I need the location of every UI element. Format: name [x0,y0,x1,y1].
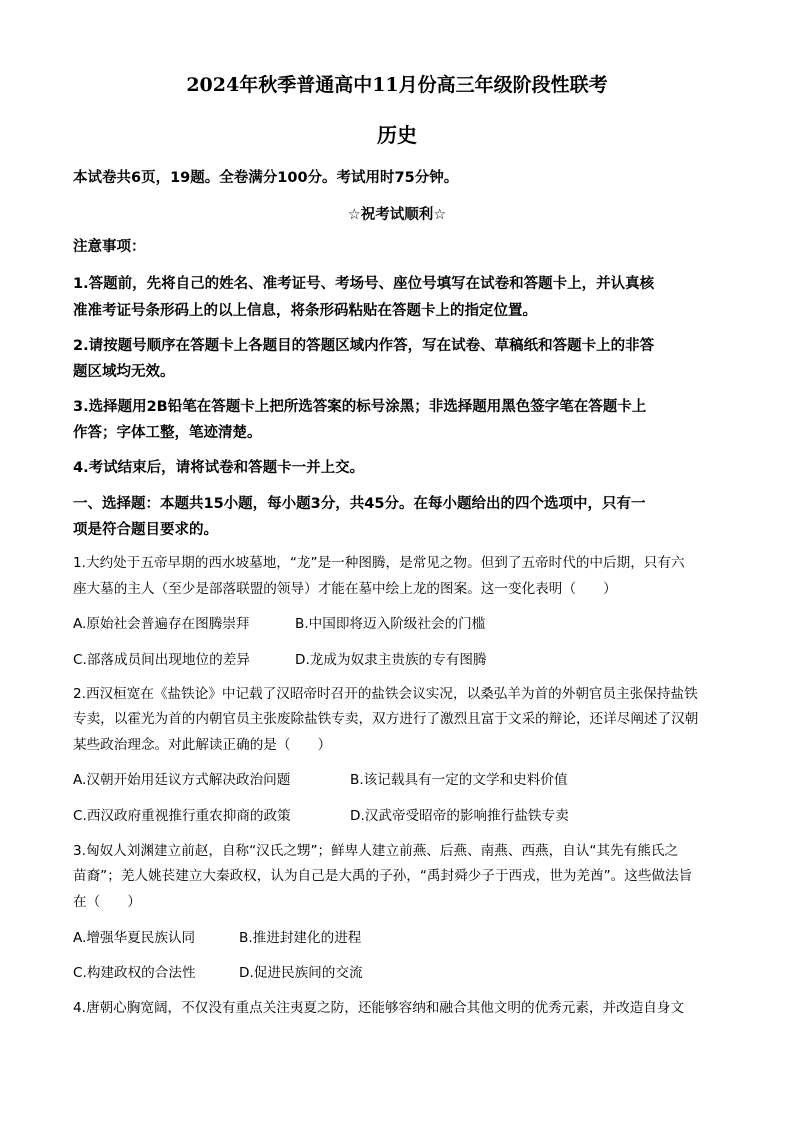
question-stem-line: 苗裔”；羌人姚苌建立大秦政权，认为自己是大禹的子孙，“禹封舜少子于西戎，世为羌酋”。这些做法旨 [73,868,693,884]
exam-title: 2024年秋季普通高中11月份高三年级阶段性联考 [186,74,608,96]
notice-heading: 注意事项： [73,239,146,255]
option-b: B.中国即将迈入阶级社会的门槛 [295,616,486,632]
notice-line: 1.答题前，先将自己的姓名、准考证号、考场号、座位号填写在试卷和答题卡上，并认真核 [73,276,655,292]
option-c: C.构建政权的合法性 [73,965,196,981]
exam-intro: 本试卷共6页，19题。全卷满分100分。考试用时75分钟。 [73,170,459,186]
option-a: A.原始社会普遍存在图腾崇拜 [73,616,250,632]
option-a: A.增强华夏民族认同 [73,930,196,946]
notice-line: 3.选择题用2B铅笔在答题卡上把所选答案的标号涂黑；非选择题用黑色签字笔在答题卡上 [73,399,647,415]
option-a: A.汉朝开始用廷议方式解决政治问题 [73,772,291,788]
option-d: D.龙成为奴隶主贵族的专有图腾 [295,652,487,668]
question-stem-line: 专卖，以霍光为首的内朝官员主张废除盐铁专卖，双方进行了激烈且富于文采的辩论，还详尽阐述了汉朝 [73,711,699,727]
option-d: D.促进民族间的交流 [239,965,363,981]
section-line: 项是符合题目要求的。 [73,522,218,538]
section-line: 一、选择题：本题共15小题，每小题3分，共45分。在每小题给出的四个选项中，只有一 [73,496,646,512]
question-stem-line: 某些政治理念。对此解读正确的是（ ） [73,737,332,753]
notice-line: 4.考试结束后，请将试卷和答题卡一并上交。 [73,460,365,476]
question-stem-line: 1.大约处于五帝早期的西水坡墓地，“龙”是一种图腾，是常见之物。但到了五帝时代的中后期，只有六 [73,555,685,571]
option-d: D.汉武帝受昭帝的影响推行盐铁专卖 [350,808,569,824]
question-stem-line: 3.匈奴人刘渊建立前赵，自称“汉氏之甥”；鲜卑人建立前燕、后燕、南燕、西燕，自认“其先有熊氏之 [73,843,679,859]
notice-line: 题区域均无效。 [73,364,175,380]
good-luck-note: ☆祝考试顺利☆ [347,207,447,223]
question-stem-line: 座大墓的主人（至少是部落联盟的领导）才能在墓中绘上龙的图案。这一变化表明（ ） [73,581,617,597]
question-stem-line: 4.唐朝心胸宽阔，不仅没有重点关注夷夏之防，还能够容纳和融合其他文明的优秀元素，并改造自身文 [73,1000,685,1016]
notice-line: 作答；字体工整，笔迹清楚。 [73,425,262,441]
question-stem-line: 在（ ） [73,894,141,910]
notice-line: 2.请按题号顺序在答题卡上各题目的答题区域内作答，写在试卷、草稿纸和答题卡上的非答 [73,338,655,354]
option-c: C.部落成员间出现地位的差异 [73,652,250,668]
subject-title: 历史 [377,123,417,147]
notice-line: 准准考证号条形码上的以上信息，将条形码粘贴在答题卡上的指定位置。 [73,303,537,319]
option-c: C.西汉政府重视推行重农抑商的政策 [73,808,291,824]
option-b: B.该记载具有一定的文学和史料价值 [350,772,568,788]
question-stem-line: 2.西汉桓宽在《盐铁论》中记载了汉昭帝时召开的盐铁会议实况，以桑弘羊为首的外朝官员主张保持盐铁 [73,686,698,702]
option-b: B.推进封建化的进程 [239,930,362,946]
